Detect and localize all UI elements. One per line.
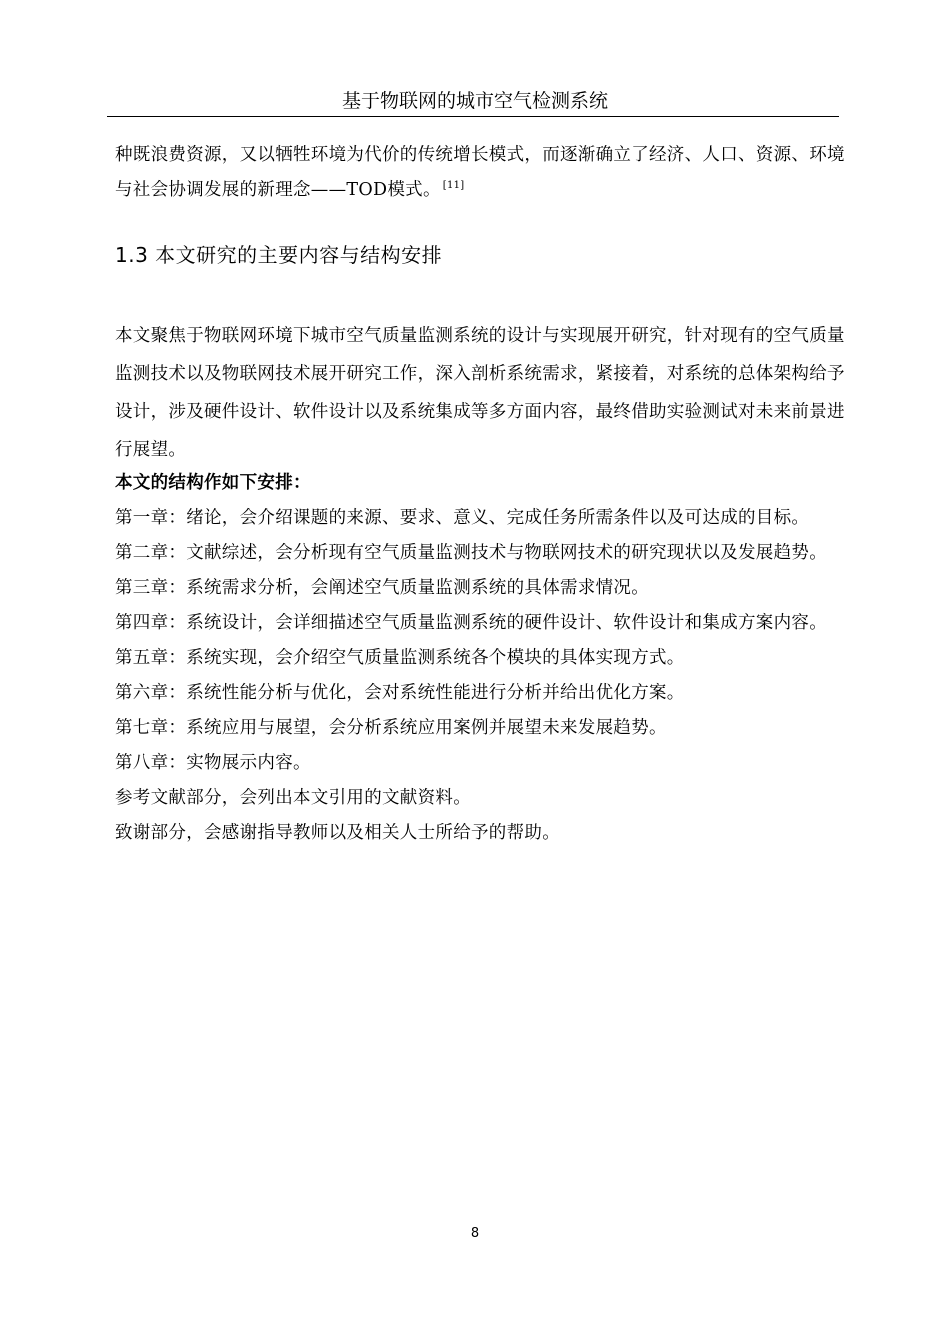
header-divider (107, 116, 839, 117)
section-heading: 1.3 本文研究的主要内容与结构安排 (115, 243, 443, 267)
structure-item-acknowledgements: 致谢部分，会感谢指导教师以及相关人士所给予的帮助。 (115, 823, 560, 843)
section-paragraph: 本文聚焦于物联网环境下城市空气质量监测系统的设计与实现展开研究，针对现有的空气质量监测技术以及物联网技术展开研究工作，深入剖析系统需求，紧接着，对系统的总体架构给予设计，涉及硬件设计、软件设计以及系统集成等多方面内容，最终借助实验测试对未来前景进行展望。 (115, 326, 845, 460)
intro-paragraph (115, 138, 855, 208)
structure-item-chapter-7: 第七章：系统应用与展望，会分析系统应用案例并展望未来发展趋势。 (115, 718, 667, 738)
structure-item-chapter-1: 第一章：绪论，会介绍课题的来源、要求、意义、完成任务所需条件以及可达成的目标。 (115, 508, 810, 528)
citation-marker: [11] (442, 180, 465, 192)
structure-list (115, 466, 855, 851)
structure-item-chapter-3: 第三章：系统需求分析，会阐述空气质量监测系统的具体需求情况。 (115, 578, 649, 598)
structure-item-references: 参考文献部分，会列出本文引用的文献资料。 (115, 788, 471, 808)
structure-item-chapter-5: 第五章：系统实现，会介绍空气质量监测系统各个模块的具体实现方式。 (115, 648, 685, 668)
structure-heading: 本文的结构作如下安排： (115, 473, 311, 493)
page-number: 8 (470, 1226, 480, 1241)
structure-item-chapter-6: 第六章：系统性能分析与优化，会对系统性能进行分析并给出优化方案。 (115, 683, 685, 703)
structure-item-chapter-2: 第二章：文献综述，会分析现有空气质量监测技术与物联网技术的研究现状以及发展趋势。 (115, 543, 827, 563)
structure-item-chapter-8: 第八章：实物展示内容。 (115, 753, 311, 773)
running-header-title: 基于物联网的城市空气检测系统 (341, 90, 608, 112)
intro-paragraph-text: 种既浪费资源，又以牺牲环境为代价的传统增长模式，而逐渐确立了经济、人口、资源、环境与社会协调发展的新理念——TOD模式。 (115, 145, 845, 200)
structure-item-chapter-4: 第四章：系统设计，会详细描述空气质量监测系统的硬件设计、软件设计和集成方案内容。 (115, 613, 827, 633)
